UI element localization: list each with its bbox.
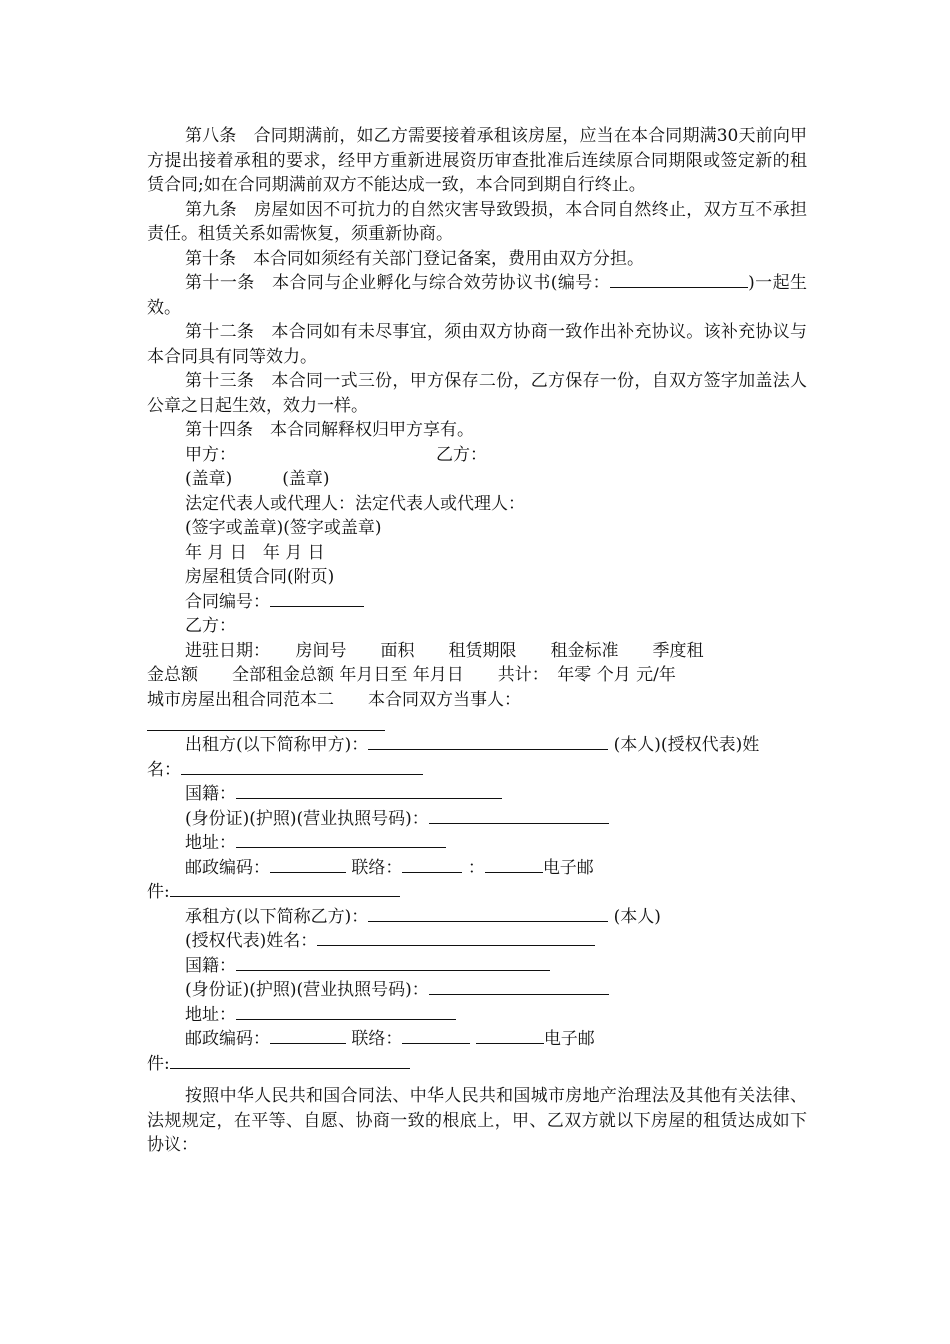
lessee-nationality-blank xyxy=(236,954,550,971)
lessor-email-blank xyxy=(170,880,400,897)
lessor-name-blank xyxy=(181,758,423,775)
lessee-email-tail: 件: xyxy=(147,1053,170,1074)
lessor-name-label: 名： xyxy=(147,759,181,780)
clause-11-text: 第十一条 本合同与企业孵化与综合效劳协议书(编号： xyxy=(185,273,611,293)
lessee-postcode-blank xyxy=(270,1027,346,1044)
lessor-id-label: (身份证)(护照)(营业执照号码)： xyxy=(185,808,429,829)
lessee-address-blank xyxy=(236,1003,456,1020)
lessor-contact-label: 联络： xyxy=(351,857,403,878)
lessee-postcode-label: 邮政编码： xyxy=(185,1029,270,1049)
seal-b: (盖章) xyxy=(282,469,330,489)
clause-10: 第十条 本合同如须经有关部门登记备案，费用由双方分担。 xyxy=(185,248,644,269)
contract-number-blank xyxy=(270,590,364,607)
clause-11 xyxy=(147,271,807,320)
clause-14: 第十四条 本合同解释权归甲方享有。 xyxy=(185,420,474,440)
lessor-address-blank xyxy=(236,831,446,848)
lessee-address-line xyxy=(147,1003,807,1028)
clause-13: 第十三条 本合同一式三份，甲方保存二份，乙方保存一份，自双方签字加盖法人公章之日起生效，效力一样。 xyxy=(147,371,807,416)
lessor-id-line xyxy=(147,807,807,832)
lessor-email-line xyxy=(147,880,807,905)
lessor-nationality-line xyxy=(147,782,807,807)
lessor-postcode-blank xyxy=(270,856,346,873)
agreement-number-blank xyxy=(610,271,748,288)
lessee-name-blank xyxy=(317,929,595,946)
sample2-parties: 本合同双方当事人： xyxy=(368,689,521,710)
lessee-extra-blank xyxy=(476,1027,544,1044)
appendix-table-header: 进驻日期： 房间号 面积 租赁期限 租金标准 季度租 xyxy=(185,640,704,661)
lessee-id-blank xyxy=(429,978,609,995)
lessee-line xyxy=(147,905,807,930)
lessee-id-label: (身份证)(护照)(营业执照号码)： xyxy=(185,980,429,1000)
signature-seals xyxy=(147,467,807,492)
lessor-contact-blank xyxy=(402,856,462,873)
lessor-colon: ： xyxy=(467,857,485,878)
lessor-blank xyxy=(368,733,608,750)
lessee-blank xyxy=(368,905,608,922)
lessee-contact-blank xyxy=(402,1027,470,1044)
lessee-email-label: 电子邮 xyxy=(543,1029,595,1049)
clause-11-tail: )一起生效。 xyxy=(147,273,807,318)
sign-a: (签字或盖章) xyxy=(185,518,284,538)
signature-signs xyxy=(147,516,807,541)
lessor-name-line xyxy=(147,758,807,783)
lessee-address-label: 地址： xyxy=(185,1004,236,1025)
lessor-nationality-blank xyxy=(236,782,502,799)
rep-a: 法定代表人或代理人： xyxy=(185,493,355,514)
lessor-nationality-label: 国籍： xyxy=(185,784,236,804)
lessor-tail: (本人)(授权代表)姓 xyxy=(613,735,760,755)
lessor-id-blank xyxy=(429,807,609,824)
lessor-email-tail: 件: xyxy=(147,882,170,902)
lessor-address-line xyxy=(147,831,807,856)
lessee-id-line xyxy=(147,978,807,1003)
appendix-title: 房屋租赁合同(附页) xyxy=(185,567,335,587)
document-page xyxy=(147,124,807,1158)
sign-b: (签字或盖章) xyxy=(283,518,382,538)
sample2-heading-line xyxy=(147,688,807,713)
appendix-table-header-cont: 金总额 全部租金总额 年月日至 年月日 共计： 年零 个月 元/年 xyxy=(147,665,676,685)
lessor-label: 出租方(以下简称甲方)： xyxy=(185,735,369,755)
seal-a: (盖章) xyxy=(185,469,233,489)
lessor-postcode-line xyxy=(147,856,807,881)
lessee-email-blank xyxy=(170,1052,410,1069)
sample2-heading: 城市房屋出租合同范本二 xyxy=(147,689,334,710)
clause-8: 第八条 合同期满前，如乙方需要接着承租该房屋，应当在本合同期满30天前向甲方提出接着承租的要求，经甲方重新进展资历审查批准后连续原合同期限或签定新的租赁合同;如在合同期满前双方不能达成一致，本合同到期自行终止。 xyxy=(147,126,807,195)
lessee-label: 承租方(以下简称乙方)： xyxy=(185,906,369,927)
date-a: 年 月 日 xyxy=(185,542,247,563)
party-b-label: 乙方： xyxy=(436,444,487,465)
lessee-tail: (本人) xyxy=(613,906,661,927)
party-a-label: 甲方： xyxy=(185,444,236,465)
signature-dates xyxy=(147,541,807,566)
lessee-nationality-line xyxy=(147,954,807,979)
appendix-party-b: 乙方： xyxy=(185,616,236,636)
lessee-nationality-label: 国籍： xyxy=(185,955,236,976)
lessor-email-label: 电子邮 xyxy=(542,857,594,878)
lessor-extra-blank xyxy=(485,856,543,873)
contract-number-line xyxy=(147,590,807,615)
clause-12: 第十二条 本合同如有未尽事宜，须由双方协商一致作出补充协议。该补充协议与本合同具有同等效力。 xyxy=(147,322,807,367)
lessee-name-line xyxy=(147,929,807,954)
date-b: 年 月 日 xyxy=(262,542,325,563)
rep-b: 法定代表人或代理人： xyxy=(355,493,525,514)
signature-representatives xyxy=(147,492,807,517)
lessor-address-label: 地址： xyxy=(185,833,236,853)
parties-blank xyxy=(147,712,385,731)
lessor-line xyxy=(147,733,807,758)
lessee-name-label: (授权代表)姓名： xyxy=(185,931,318,951)
lessor-postcode-label: 邮政编码： xyxy=(185,857,270,878)
clause-9: 第九条 房屋如因不可抗力的自然灾害导致毁损，本合同自然终止，双方互不承担责任。租赁关系如需恢复，须重新协商。 xyxy=(147,199,807,244)
contract-number-label: 合同编号： xyxy=(185,591,270,612)
lessee-postcode-line xyxy=(147,1027,807,1052)
signature-parties xyxy=(147,443,807,468)
lessee-contact-label: 联络： xyxy=(351,1029,403,1049)
legal-basis: 按照中华人民共和国合同法、中华人民共和国城市房地产治理法及其他有关法律、法规规定，在平等、自愿、协商一致的根底上，甲、乙双方就以下房屋的租赁达成如下协议： xyxy=(147,1086,807,1155)
lessee-email-line xyxy=(147,1052,807,1077)
